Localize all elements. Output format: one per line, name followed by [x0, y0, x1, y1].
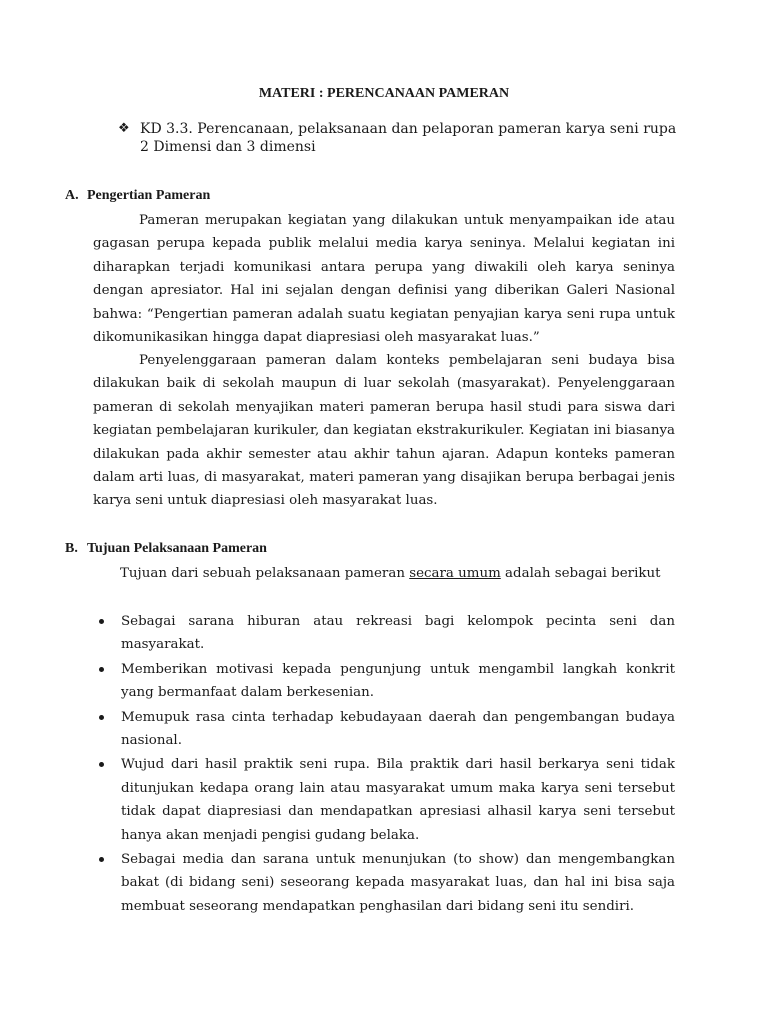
list-item: [93, 610, 675, 657]
list-item-text: Memberikan motivasi kepada pengunjung untuk mengambil langkah konkrit yang bermanfaat dalam berkesenian.: [121, 661, 675, 701]
section-a-paragraph-2: Penyelenggaraan pameran dalam konteks pembelajaran seni budaya bisa dilakukan baik di sekolah maupun di luar sekolah (masyarakat). Penyelenggaraan pameran di sekolah menyajikan materi pameran berupa hasil studi para siswa dari kegiatan pembelajaran kurikuler, dan kegiatan ekstrakurikuler. Kegiatan ini biasanya dilakukan pada akhir semester atau akhir tahun ajaran. Adapun konteks pameran dalam arti luas, di masyarakat, materi pameran yang disajikan berupa berbagai jenis karya seni untuk diapresiasi oleh masyarakat luas.: [93, 353, 675, 509]
bullet-dot-icon: [99, 857, 104, 862]
section-b-heading: [65, 541, 267, 557]
bullet-dot-icon: [99, 619, 104, 624]
section-a-paragraph-1: Pameran merupakan kegiatan yang dilakukan untuk menyampaikan ide atau gagasan perupa kepada publik melalui media karya seninya. Melalui kegiatan ini diharapkan terjadi komunikasi antara perupa yang diwakili oleh karya seninya dengan apresiator. Hal ini sejalan dengan definisi yang diberikan Galeri Nasional bahwa: “Pengertian pameran adalah suatu kegiatan penyajian karya seni rupa untuk dikomunikasikan hingga dapat diapresiasi oleh masyarakat luas.”: [93, 213, 675, 346]
section-b-intro: [93, 562, 675, 585]
page-title: MATERI : PERENCANAAN PAMERAN: [258, 86, 510, 101]
list-item-text: Wujud dari hasil praktik seni rupa. Bila praktik dari hasil berkarya seni tidak ditunjukan kedapa orang lain atau masyarakat umum maka karya seni tersebut tidak dapat diapresiasi dan mendapatkan apresiasi alhasil karya seni tersebut hanya akan menjadi pengisi gudang belaka.: [121, 757, 675, 843]
list-item: [93, 848, 675, 918]
section-a-title: Pengertian Pameran: [87, 188, 211, 203]
list-item-text: Memupuk rasa cinta terhadap kebudayaan daerah dan pengembangan budaya nasional.: [121, 709, 675, 749]
list-item: [93, 706, 675, 753]
section-b-intro-underlined: secara umum: [409, 566, 501, 581]
bullet-dot-icon: [99, 667, 104, 672]
section-b-intro-text: Tujuan dari sebuah pelaksanaan pameran: [120, 566, 410, 581]
diamond-bullet-icon: ❖: [118, 121, 130, 136]
list-item-text: Sebagai media dan sarana untuk menunjukan (to show) dan mengembangkan bakat (di bidang seni) seseorang kepada masyarakat luas, dan hal ini bisa saja membuat seseorang mendapatkan penghasilan dari bidang seni itu sendiri.: [121, 852, 675, 914]
list-item: [93, 658, 675, 705]
section-b-title: Tujuan Pelaksanaan Pameran: [87, 541, 267, 556]
section-b-intro-text-end: adalah sebagai berikut: [500, 566, 661, 581]
bullet-dot-icon: [99, 715, 104, 720]
list-item-text: Sebagai sarana hiburan atau rekreasi bagi kelompok pecinta seni dan masyarakat.: [121, 614, 675, 653]
section-a-heading: [65, 188, 210, 204]
section-a-letter: A.: [65, 188, 79, 203]
purpose-list: [93, 610, 675, 919]
section-b-letter: B.: [65, 541, 78, 556]
kd-text: KD 3.3. Perencanaan, pelaksanaan dan pelaporan pameran karya seni rupa 2 Dimensi dan 3 dimensi: [140, 121, 677, 155]
bullet-dot-icon: [99, 762, 104, 767]
list-item: [93, 753, 675, 847]
